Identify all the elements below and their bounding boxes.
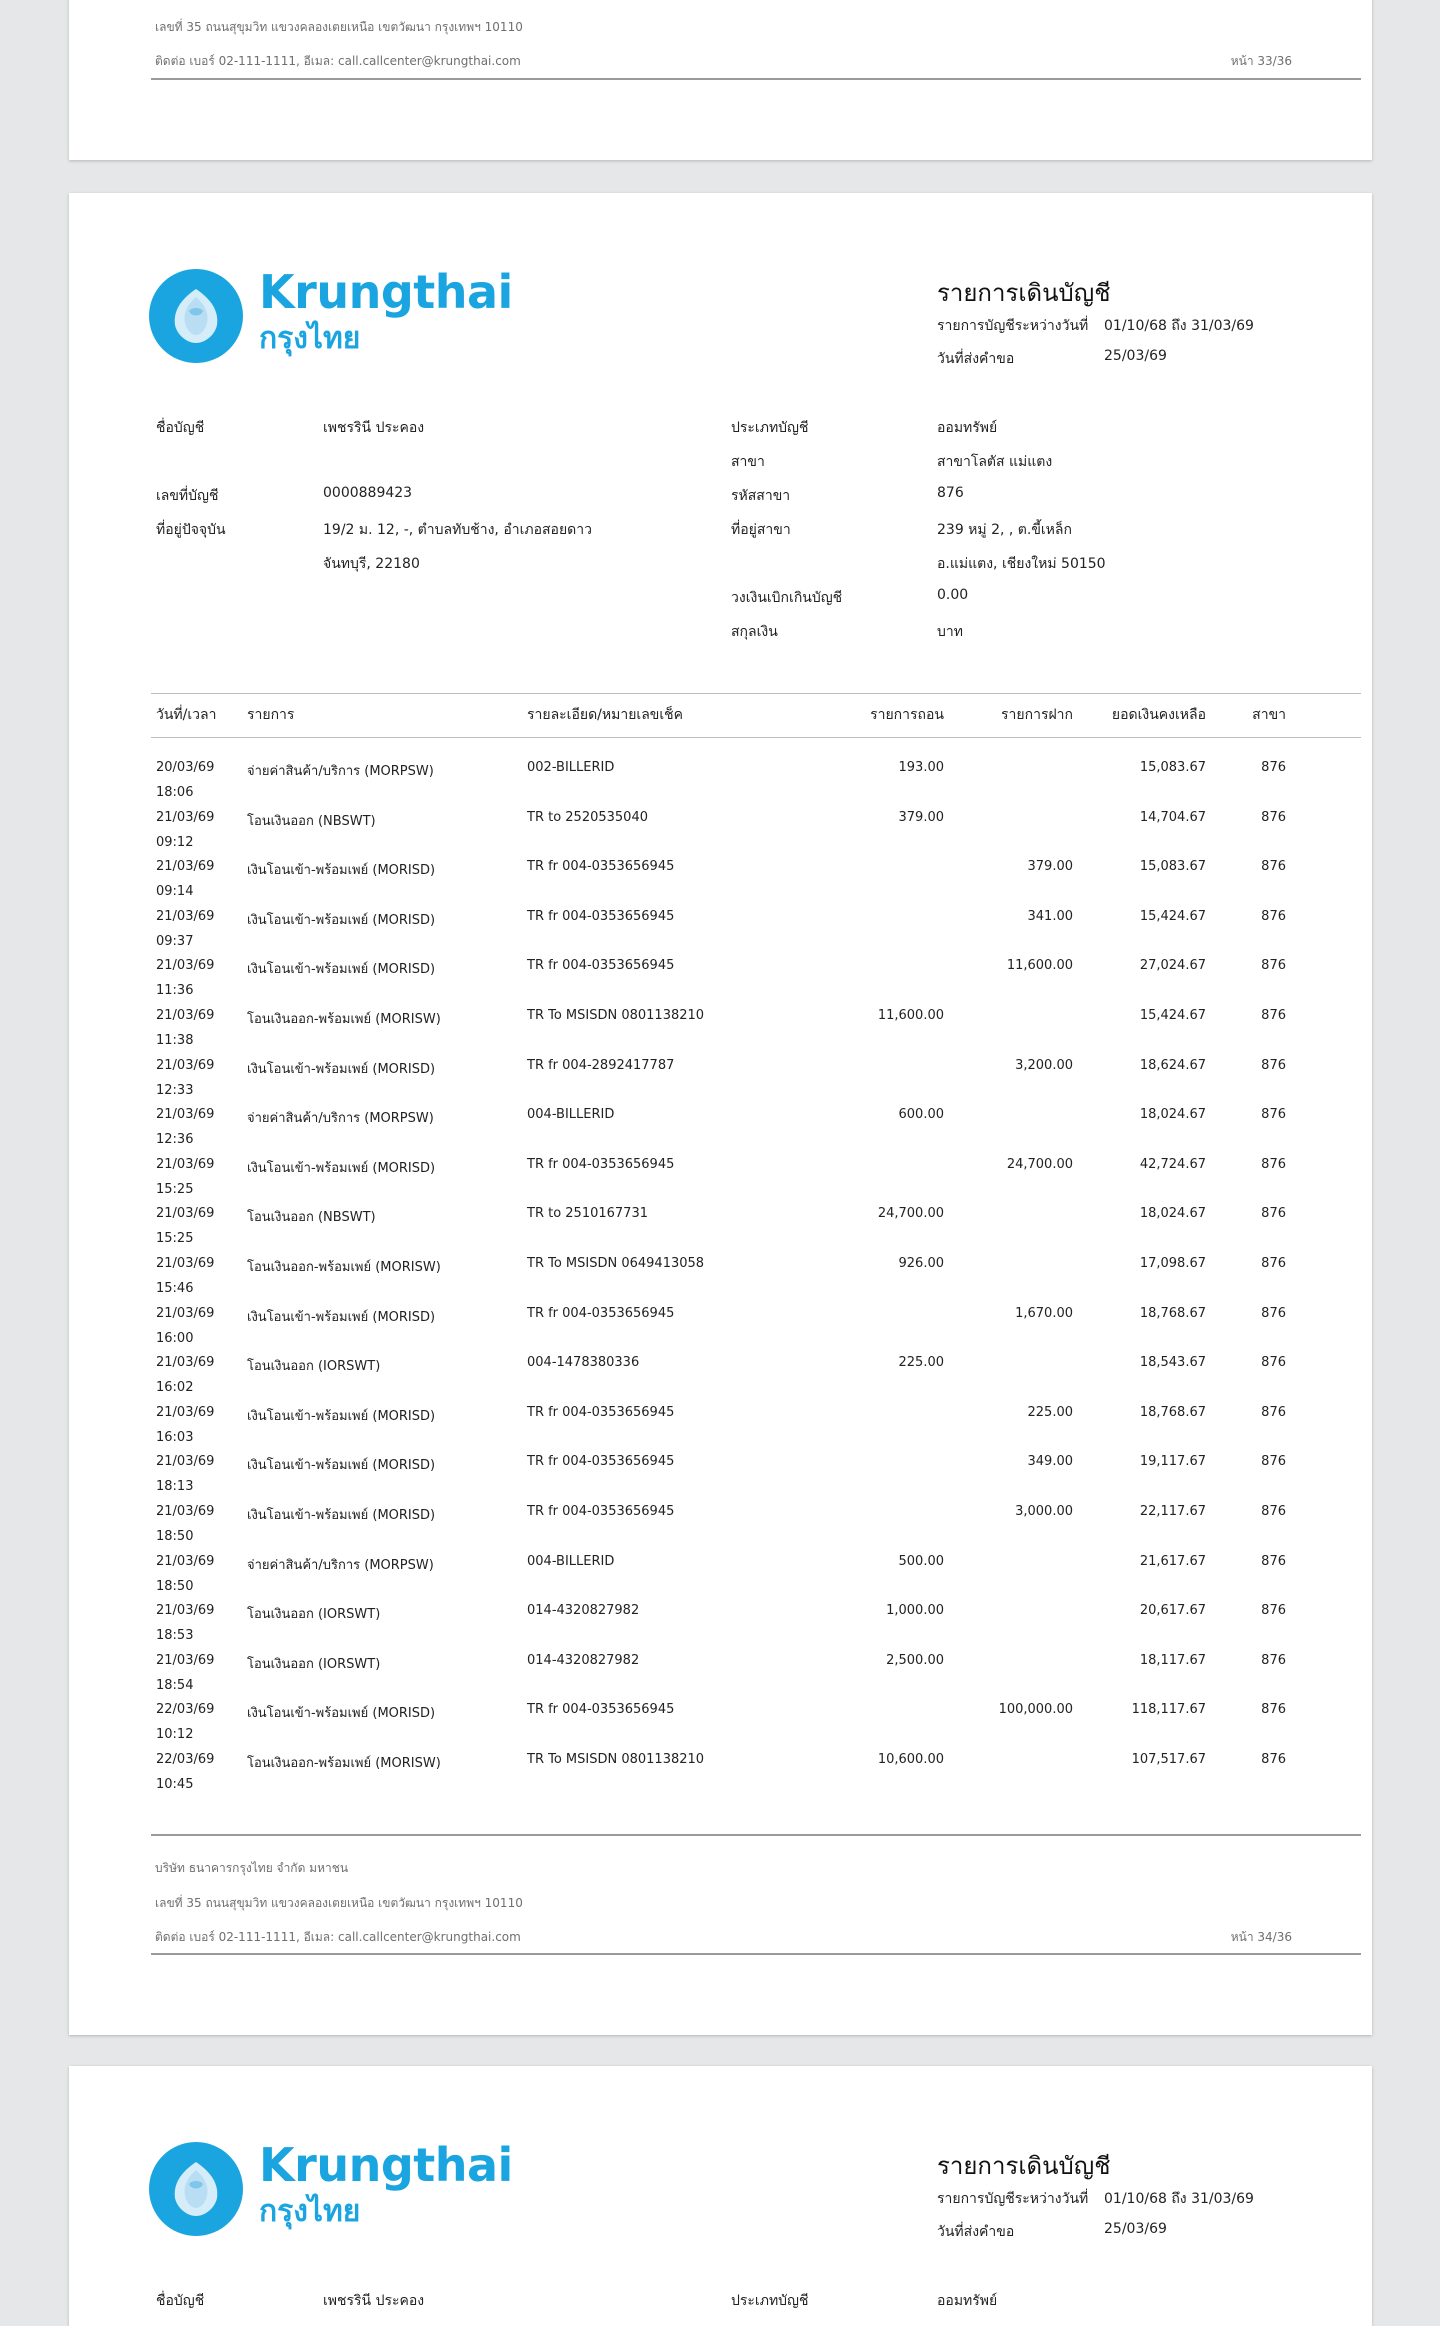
row-detail: TR To MSISDN 0649413058 — [527, 1256, 705, 1271]
row-branch: 876 — [1261, 1355, 1286, 1371]
row-balance: 18,543.67 — [1139, 1355, 1206, 1371]
column-header-balance: ยอดเงินคงเหลือ — [1111, 707, 1206, 723]
row-withdrawal: 500.00 — [898, 1553, 944, 1569]
row-time: 15:46 — [156, 1281, 194, 1296]
row-branch: 876 — [1261, 1553, 1286, 1569]
row-branch: 876 — [1261, 1752, 1286, 1767]
currency-value: บาท — [937, 624, 963, 640]
row-description: จ่ายค่าสินค้า/บริการ (MORPSW) — [247, 1111, 434, 1127]
row-deposit: 1,670.00 — [1015, 1305, 1073, 1321]
row-description: โอนเงินออก (IORSWT) — [247, 1656, 381, 1672]
request-date-label: วันที่ส่งคำขอ — [937, 351, 1015, 367]
row-branch: 876 — [1261, 1603, 1286, 1619]
table-row — [69, 1752, 1372, 1802]
row-detail: TR fr 004-2892417787 — [527, 1057, 675, 1073]
row-branch: 876 — [1261, 1256, 1286, 1271]
row-detail: TR fr 004-0353656945 — [527, 1454, 675, 1470]
row-branch: 876 — [1261, 1652, 1286, 1668]
prev-footer-divider — [151, 78, 1361, 80]
row-time: 18:06 — [156, 785, 194, 800]
row-detail: 002-BILLERID — [527, 760, 615, 775]
bank-name-th-next: กรุงไทย — [259, 2194, 361, 2229]
account-number-label: เลขที่บัญชี — [156, 488, 219, 504]
row-date: 21/03/69 — [156, 1553, 215, 1569]
next-account-type-value: ออมทรัพย์ — [937, 2293, 998, 2309]
row-date: 21/03/69 — [156, 958, 215, 974]
row-withdrawal: 379.00 — [898, 809, 944, 825]
row-branch: 876 — [1261, 1305, 1286, 1321]
row-date: 21/03/69 — [156, 1305, 215, 1321]
branch-address-line2: อ.แม่แตง, เชียงใหม่ 50150 — [937, 556, 1106, 572]
row-deposit: 11,600.00 — [1006, 958, 1073, 974]
row-branch: 876 — [1261, 859, 1286, 875]
row-deposit: 100,000.00 — [998, 1702, 1073, 1718]
row-description: โอนเงินออก (NBSWT) — [247, 813, 376, 829]
row-detail: TR to 2520535040 — [527, 809, 648, 825]
row-balance: 15,083.67 — [1139, 859, 1206, 875]
row-description: จ่ายค่าสินค้า/บริการ (MORPSW) — [247, 764, 434, 779]
row-date: 21/03/69 — [156, 1355, 215, 1371]
row-date: 21/03/69 — [156, 1652, 215, 1668]
row-detail: TR to 2510167731 — [527, 1206, 648, 1222]
row-description: โอนเงินออก-พร้อมเพย์ (MORISW) — [247, 1012, 441, 1027]
overdraft-value: 0.00 — [937, 587, 969, 603]
row-deposit: 349.00 — [1027, 1454, 1073, 1470]
row-description: เงินโอนเข้า-พร้อมเพย์ (MORISD) — [247, 1309, 436, 1325]
row-branch: 876 — [1261, 1107, 1286, 1123]
row-description: เงินโอนเข้า-พร้อมเพย์ (MORISD) — [247, 1160, 436, 1176]
row-detail: 014-4320827982 — [527, 1603, 640, 1619]
branch-value: สาขาโลตัส แม่แตง — [937, 454, 1053, 470]
row-balance: 20,617.67 — [1139, 1603, 1206, 1619]
row-branch: 876 — [1261, 958, 1286, 974]
row-time: 09:12 — [156, 834, 194, 850]
row-date: 21/03/69 — [156, 809, 215, 825]
row-time: 18:54 — [156, 1677, 194, 1693]
bank-emblem-icon — [149, 2142, 243, 2236]
branch-code-value: 876 — [937, 485, 964, 501]
column-header-branch: สาขา — [1252, 707, 1286, 723]
prev-footer-address: เลขที่ 35 ถนนสุขุมวิท แขวงคลองเตยเหนือ เขตวัฒนา กรุงเทพฯ 10110 — [155, 20, 523, 34]
footer-bottom-divider — [151, 1953, 1361, 1955]
row-withdrawal: 10,600.00 — [877, 1752, 944, 1767]
row-withdrawal: 225.00 — [898, 1355, 944, 1371]
document-title: รายการเดินบัญชี — [937, 279, 1111, 307]
row-time: 10:12 — [156, 1727, 194, 1743]
branch-address-line1: 239 หมู่ 2, , ต.ขี้เหล็ก — [937, 522, 1072, 538]
row-time: 16:03 — [156, 1429, 194, 1445]
account-number-value: 0000889423 — [323, 485, 413, 501]
row-balance: 18,624.67 — [1139, 1057, 1206, 1073]
row-time: 09:37 — [156, 933, 194, 949]
krungthai-logo-next — [149, 2138, 513, 2238]
next-account-name-value: เพชรรินี ประคอง — [323, 2293, 425, 2309]
next-page — [69, 2066, 1372, 2326]
prev-page-number: หน้า 33/36 — [1230, 54, 1292, 68]
row-description: เงินโอนเข้า-พร้อมเพย์ (MORISD) — [247, 1408, 436, 1424]
row-date: 21/03/69 — [156, 1057, 215, 1073]
statement-page — [69, 193, 1372, 2035]
row-detail: 004-BILLERID — [527, 1553, 615, 1569]
row-time: 16:02 — [156, 1380, 194, 1396]
row-branch: 876 — [1261, 1404, 1286, 1420]
row-date: 21/03/69 — [156, 1603, 215, 1619]
row-balance: 22,117.67 — [1139, 1504, 1206, 1519]
row-description: เงินโอนเข้า-พร้อมเพย์ (MORISD) — [247, 962, 436, 978]
table-row — [69, 1405, 1372, 1455]
bank-name-th: กรุงไทย — [259, 321, 361, 356]
table-top-divider — [151, 693, 1361, 694]
row-time: 16:00 — [156, 1330, 194, 1346]
row-time: 18:50 — [156, 1578, 194, 1594]
row-description: เงินโอนเข้า-พร้อมเพย์ (MORISD) — [247, 1458, 436, 1474]
row-balance: 14,704.67 — [1139, 809, 1206, 825]
row-description: เงินโอนเข้า-พร้อมเพย์ (MORISD) — [247, 1508, 436, 1523]
row-balance: 18,117.67 — [1139, 1652, 1206, 1668]
row-time: 18:53 — [156, 1628, 194, 1644]
next-document-title: รายการเดินบัญชี — [937, 2152, 1111, 2180]
row-deposit: 225.00 — [1027, 1404, 1073, 1420]
table-row — [69, 1603, 1372, 1653]
row-detail: TR fr 004-0353656945 — [527, 1156, 675, 1172]
row-detail: TR To MSISDN 0801138210 — [527, 1752, 705, 1767]
footer-address: เลขที่ 35 ถนนสุขุมวิท แขวงคลองเตยเหนือ เขตวัฒนา กรุงเทพฯ 10110 — [155, 1896, 523, 1910]
branch-code-label: รหัสสาขา — [731, 488, 791, 504]
next-period-label: รายการบัญชีระหว่างวันที่ — [937, 2191, 1089, 2207]
table-row — [69, 1355, 1372, 1405]
address-line2: จันทบุรี, 22180 — [323, 556, 420, 572]
row-date: 22/03/69 — [156, 1752, 215, 1767]
row-balance: 15,424.67 — [1139, 908, 1206, 924]
table-row — [69, 1702, 1372, 1752]
next-request-date-label: วันที่ส่งคำขอ — [937, 2224, 1015, 2240]
row-withdrawal: 193.00 — [898, 760, 944, 775]
row-date: 21/03/69 — [156, 1256, 215, 1271]
table-row — [69, 1306, 1372, 1356]
table-row — [69, 1504, 1372, 1554]
period-value: 01/10/68 ถึง 31/03/69 — [1104, 318, 1254, 334]
address-line1: 19/2 ม. 12, -, ตำบลทับช้าง, อำเภอสอยดาว — [323, 522, 592, 538]
row-deposit: 3,000.00 — [1015, 1504, 1073, 1519]
table-row — [69, 958, 1372, 1008]
table-row — [69, 1206, 1372, 1256]
row-detail: TR fr 004-0353656945 — [527, 1305, 675, 1321]
row-time: 18:50 — [156, 1529, 194, 1544]
row-deposit: 341.00 — [1027, 908, 1073, 924]
row-detail: TR fr 004-0353656945 — [527, 908, 675, 924]
row-deposit: 379.00 — [1027, 859, 1073, 875]
next-request-date-value: 25/03/69 — [1104, 2221, 1167, 2237]
period-label: รายการบัญชีระหว่างวันที่ — [937, 318, 1089, 334]
row-description: โอนเงินออก (NBSWT) — [247, 1210, 376, 1226]
address-label: ที่อยู่ปัจจุบัน — [156, 522, 226, 538]
row-withdrawal: 2,500.00 — [886, 1652, 944, 1668]
column-header-deposit: รายการฝาก — [1001, 707, 1073, 723]
row-branch: 876 — [1261, 1702, 1286, 1718]
row-detail: 004-1478380336 — [527, 1355, 640, 1371]
row-time: 15:25 — [156, 1181, 194, 1197]
row-description: โอนเงินออก (IORSWT) — [247, 1607, 381, 1623]
row-branch: 876 — [1261, 1156, 1286, 1172]
table-row — [69, 909, 1372, 959]
row-date: 21/03/69 — [156, 1156, 215, 1172]
row-time: 15:25 — [156, 1231, 194, 1247]
bank-name-en: Krungthai — [259, 265, 513, 319]
bank-name-en-next: Krungthai — [259, 2138, 513, 2192]
row-branch: 876 — [1261, 1206, 1286, 1222]
row-date: 21/03/69 — [156, 1404, 215, 1420]
row-withdrawal: 600.00 — [898, 1107, 944, 1123]
footer-top-divider — [151, 1834, 1361, 1836]
account-name-label: ชื่อบัญชี — [156, 420, 205, 436]
row-date: 21/03/69 — [156, 1206, 215, 1222]
next-account-name-label: ชื่อบัญชี — [156, 2293, 205, 2309]
table-row — [69, 1157, 1372, 1207]
currency-label: สกุลเงิน — [731, 624, 778, 640]
row-balance: 17,098.67 — [1139, 1256, 1206, 1271]
row-branch: 876 — [1261, 1057, 1286, 1073]
column-header-withdrawal: รายการถอน — [870, 707, 944, 723]
table-row — [69, 1008, 1372, 1058]
row-date: 20/03/69 — [156, 760, 215, 775]
row-date: 21/03/69 — [156, 1504, 215, 1519]
row-balance: 107,517.67 — [1131, 1752, 1206, 1767]
prev-footer-contact: ติดต่อ เบอร์ 02-111-1111, อีเมล: call.callcenter@krungthai.com — [155, 54, 521, 68]
row-date: 21/03/69 — [156, 1107, 215, 1123]
table-row — [69, 810, 1372, 860]
account-type-label: ประเภทบัญชี — [731, 420, 809, 436]
row-branch: 876 — [1261, 1008, 1286, 1023]
row-time: 11:36 — [156, 983, 194, 999]
account-type-value: ออมทรัพย์ — [937, 420, 998, 436]
row-balance: 18,768.67 — [1139, 1305, 1206, 1321]
row-branch: 876 — [1261, 1454, 1286, 1470]
row-branch: 876 — [1261, 809, 1286, 825]
row-balance: 19,117.67 — [1139, 1454, 1206, 1470]
column-header-detail: รายละเอียด/หมายเลขเช็ค — [527, 707, 683, 723]
row-description: เงินโอนเข้า-พร้อมเพย์ (MORISD) — [247, 1706, 436, 1722]
row-branch: 876 — [1261, 1504, 1286, 1519]
row-withdrawal: 11,600.00 — [877, 1008, 944, 1023]
table-row — [69, 1653, 1372, 1703]
row-detail: TR fr 004-0353656945 — [527, 859, 675, 875]
row-description: เงินโอนเข้า-พร้อมเพย์ (MORISD) — [247, 863, 436, 879]
row-branch: 876 — [1261, 760, 1286, 775]
table-row — [69, 859, 1372, 909]
table-row — [69, 1554, 1372, 1604]
row-date: 21/03/69 — [156, 1008, 215, 1023]
row-balance: 18,024.67 — [1139, 1107, 1206, 1123]
row-date: 22/03/69 — [156, 1702, 215, 1718]
row-balance: 27,024.67 — [1139, 958, 1206, 974]
krungthai-logo — [149, 265, 513, 365]
account-name-value: เพชรรินี ประคอง — [323, 420, 425, 436]
table-row — [69, 1454, 1372, 1504]
row-description: เงินโอนเข้า-พร้อมเพย์ (MORISD) — [247, 1061, 436, 1077]
row-withdrawal: 24,700.00 — [877, 1206, 944, 1222]
row-description: เงินโอนเข้า-พร้อมเพย์ (MORISD) — [247, 912, 436, 928]
row-branch: 876 — [1261, 908, 1286, 924]
overdraft-label: วงเงินเบิกเกินบัญชี — [731, 590, 843, 606]
table-row — [69, 1107, 1372, 1157]
row-detail: 014-4320827982 — [527, 1652, 640, 1668]
branch-label: สาขา — [731, 454, 765, 470]
row-deposit: 3,200.00 — [1015, 1057, 1073, 1073]
row-detail: TR fr 004-0353656945 — [527, 1404, 675, 1420]
table-row — [69, 760, 1372, 810]
previous-page — [69, 0, 1372, 160]
row-date: 21/03/69 — [156, 859, 215, 875]
table-row — [69, 1256, 1372, 1306]
row-detail: TR fr 004-0353656945 — [527, 958, 675, 974]
row-balance: 42,724.67 — [1139, 1156, 1206, 1172]
column-header-datetime: วันที่/เวลา — [156, 707, 217, 723]
row-balance: 21,617.67 — [1139, 1553, 1206, 1569]
row-description: จ่ายค่าสินค้า/บริการ (MORPSW) — [247, 1557, 434, 1573]
row-time: 18:13 — [156, 1479, 194, 1495]
row-deposit: 24,700.00 — [1006, 1156, 1073, 1172]
row-time: 12:36 — [156, 1132, 194, 1148]
next-period-value: 01/10/68 ถึง 31/03/69 — [1104, 2191, 1254, 2207]
row-balance: 18,768.67 — [1139, 1404, 1206, 1420]
row-balance: 15,083.67 — [1139, 760, 1206, 775]
row-date: 21/03/69 — [156, 1454, 215, 1470]
footer-contact: ติดต่อ เบอร์ 02-111-1111, อีเมล: call.callcenter@krungthai.com — [155, 1930, 521, 1944]
row-balance: 118,117.67 — [1131, 1702, 1206, 1718]
row-balance: 15,424.67 — [1139, 1008, 1206, 1023]
table-header-divider — [151, 737, 1361, 738]
row-date: 21/03/69 — [156, 908, 215, 924]
row-time: 09:14 — [156, 884, 194, 900]
row-detail: TR To MSISDN 0801138210 — [527, 1008, 705, 1023]
row-time: 10:45 — [156, 1777, 194, 1792]
branch-address-label: ที่อยู่สาขา — [731, 522, 791, 538]
table-row — [69, 1058, 1372, 1108]
bank-emblem-icon — [149, 269, 243, 363]
row-balance: 18,024.67 — [1139, 1206, 1206, 1222]
row-withdrawal: 926.00 — [898, 1256, 944, 1271]
row-time: 11:38 — [156, 1033, 194, 1048]
footer-company: บริษัท ธนาคารกรุงไทย จำกัด มหาชน — [155, 1861, 349, 1875]
row-time: 12:33 — [156, 1082, 194, 1098]
row-withdrawal: 1,000.00 — [886, 1603, 944, 1619]
row-detail: TR fr 004-0353656945 — [527, 1702, 675, 1718]
next-account-type-label: ประเภทบัญชี — [731, 2293, 809, 2309]
row-description: โอนเงินออก-พร้อมเพย์ (MORISW) — [247, 1260, 441, 1275]
row-detail: TR fr 004-0353656945 — [527, 1504, 675, 1519]
row-detail: 004-BILLERID — [527, 1107, 615, 1123]
request-date-value: 25/03/69 — [1104, 348, 1167, 364]
row-description: โอนเงินออก-พร้อมเพย์ (MORISW) — [247, 1756, 441, 1771]
footer-page-number: หน้า 34/36 — [1230, 1930, 1292, 1944]
row-description: โอนเงินออก (IORSWT) — [247, 1359, 381, 1375]
column-header-description: รายการ — [247, 707, 295, 723]
